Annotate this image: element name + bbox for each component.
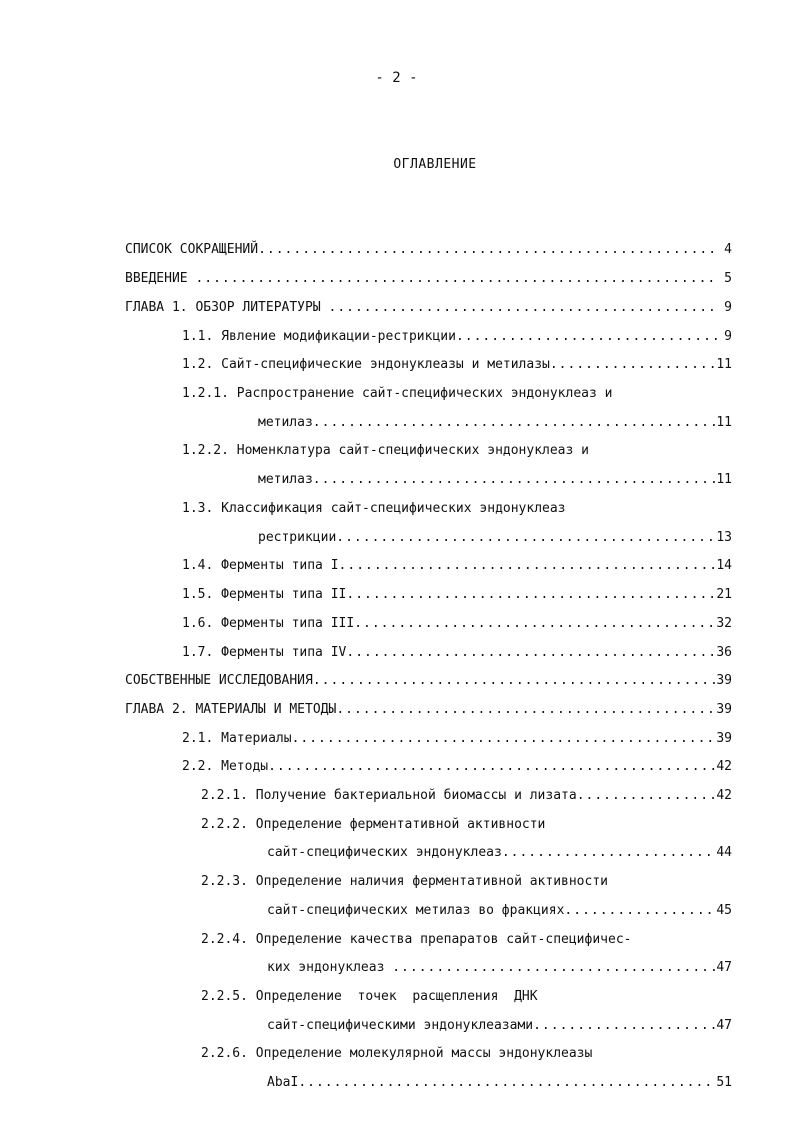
- toc-entry-page: 39: [715, 671, 732, 691]
- toc-entry-page: 4: [723, 240, 732, 260]
- toc-entry-text: 1.2.1. Распространение сайт-специфических эндонуклеаз и: [182, 386, 613, 401]
- toc-entry-page: 45: [715, 901, 732, 921]
- toc-entry-page: 39: [715, 700, 732, 720]
- toc-entry-page: 47: [715, 1016, 732, 1036]
- toc-entry-text: 1.6. Ферменты типа III .....: [182, 614, 718, 634]
- toc-entry-page: 11: [715, 355, 732, 375]
- toc-entry-text: сайт-специфическими эндонуклеазами .....: [267, 1016, 718, 1036]
- toc-entry-text: сайт-специфических метилаз во фракциях .....: [267, 901, 718, 921]
- toc-entry-text: 1.5. Ферменты типа II .....: [182, 585, 718, 605]
- toc-entry-text: 1.2.2. Номенклатура сайт-специфических эндонуклеаз и: [182, 443, 589, 458]
- toc-entry-text: AbaI .....: [267, 1073, 718, 1093]
- toc-entry-text: 1.2. Сайт-специфические эндонуклеазы и метилазы .....: [182, 355, 718, 375]
- toc-entry-text: 2.2.4. Определение качества препаратов сайт-специфичес-: [201, 932, 632, 947]
- toc-entry-page: 5: [723, 269, 732, 289]
- toc-entry-text: ГЛАВА 2. МАТЕРИАЛЫ И МЕТОДЫ .....: [125, 700, 718, 720]
- toc-entry-text: ких эндонуклеаз .....: [267, 958, 718, 978]
- toc-entry-text: 2.2.2. Определение ферментативной активности: [201, 817, 546, 832]
- toc-entry-page: 21: [715, 585, 732, 605]
- toc-entry-text: рестрикции .....: [258, 528, 718, 548]
- toc-entry-text: 2.1. Материалы .....: [182, 729, 718, 749]
- toc-entry-text: 1.3. Классификация сайт-специфических эндонуклеаз: [182, 501, 566, 516]
- toc-entry-text: ГЛАВА 1. ОБЗОР ЛИТЕРАТУРЫ .....: [125, 298, 718, 318]
- toc-entry-text: ВВЕДЕНИЕ .....: [125, 269, 718, 289]
- toc-entry-page: 14: [715, 556, 732, 576]
- toc-entry-page: 32: [715, 614, 732, 634]
- toc-entry-page: 36: [715, 643, 732, 663]
- toc-entry-text: СПИСОК СОКРАЩЕНИЙ .....: [125, 240, 718, 260]
- toc-entry-text: сайт-специфических эндонуклеаз .....: [267, 843, 718, 863]
- toc-entry-page: 42: [715, 786, 732, 806]
- toc-entry-text: 2.2.5. Определение точек расщепления ДНК: [201, 989, 538, 1004]
- toc-entry-page: 9: [723, 327, 732, 347]
- toc-entry-page: 9: [723, 298, 732, 318]
- toc-entry-text: 2.2.6. Определение молекулярной массы эндонуклеазы: [201, 1046, 593, 1061]
- toc-entry-page: 51: [715, 1073, 732, 1093]
- toc-title: ОГЛАВЛЕНИЕ: [393, 157, 477, 172]
- toc-entry-text: СОБСТВЕННЫЕ ИССЛЕДОВАНИЯ .....: [125, 671, 718, 691]
- toc-entry-text: 1.4. Ферменты типа I .....: [182, 556, 718, 576]
- toc-entry-text: метилаз .....: [258, 470, 718, 490]
- toc-entry-text: 2.2.1. Получение бактериальной биомассы и лизата .....: [201, 786, 718, 806]
- toc-entry-text: 2.2. Методы .....: [182, 757, 718, 777]
- toc-entry-page: 13: [715, 528, 732, 548]
- toc-entry-text: 2.2.3. Определение наличия ферментативной активности: [201, 874, 608, 889]
- page-number: - 2 -: [375, 70, 418, 86]
- toc-entry-text: метилаз .....: [258, 413, 718, 433]
- toc-entry-page: 47: [715, 958, 732, 978]
- toc-entry-page: 44: [715, 843, 732, 863]
- toc-entry-text: 1.7. Ферменты типа IV .....: [182, 643, 718, 663]
- toc-entry-page: 42: [715, 757, 732, 777]
- toc-entry-page: 39: [715, 729, 732, 749]
- toc-entry-page: 11: [715, 413, 732, 433]
- toc-entry-text: 1.1. Явление модификации-рестрикции .....: [182, 327, 718, 347]
- toc-entry-page: 11: [715, 470, 732, 490]
